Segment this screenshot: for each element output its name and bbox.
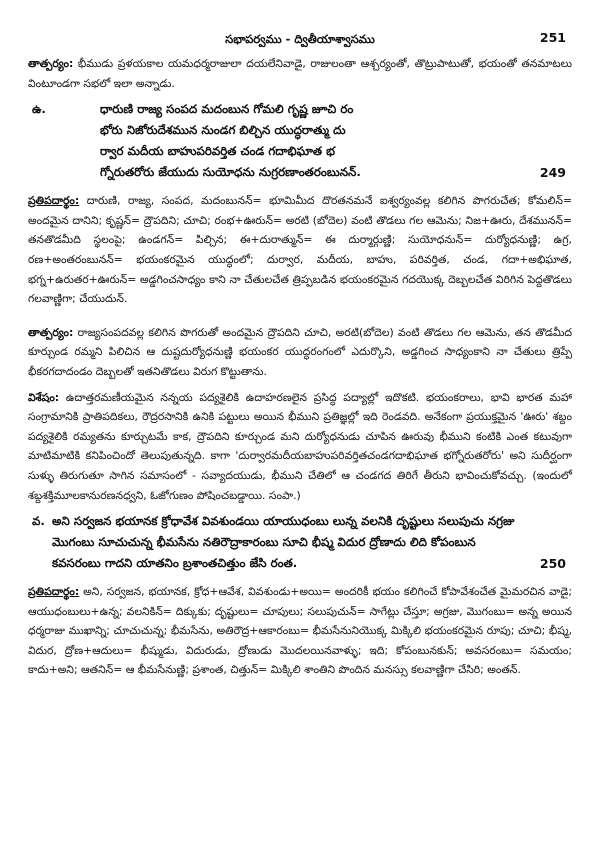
verse-250 [28, 511, 572, 574]
pratipadartham-label: ప్రతిపదార్థం: [28, 194, 80, 208]
page-number: 251 [539, 30, 566, 45]
pratipadartham-text: అని, సర్వజన, భయానక, క్రోధ+ఆవేశ, వివశుండు+అయి= అందరికీ భయం కలిగించే కోపావేశంచేత మైమరచిన వాడై; ఆయుధంబులు+ఉన్న; వలనికిన్= దిక్కుకు; దృష్టులు= చూపులు; సలుపుచున్= సాగేట్లు చేస్తూ; అగ్రజు, మొగంబు= అన్న అయిన ధర్మరాజు ముఖాన్ని; చూచుచున్న; భీమసేను, అతిరౌద్ర+ఆకారంబు= భీమసేనునియొక్క మిక్కిలి భయంకరమైన రూపు; చూచి; భీష్మ, విదుర, ద్రోణ+ఆదులు= భీష్ముడు, విదురుడు, ద్రోణుడు మొదలయినవాళ్ళు; ఇది; కోపంబునకున్; అవసరంబు= సమయం; కాదు+అని; ఆతనిన్= ఆ భీమసేనుణ్ణి; ప్రశాంత, చిత్తున్= మిక్కిలి శాంతిని పొందిన మనస్సు కలవాణ్ణిగా చేసిరి; అంతన్. [28, 585, 572, 677]
verse-lines [52, 511, 572, 574]
verse-line: ధారుణి రాజ్య సంపద మదంబున గోమలి గృష్ణ జూచి రం [100, 102, 354, 117]
visesham-paragraph [28, 388, 572, 506]
verse-line: గ్నోరుతరోరు జేయుదు సుయోధను నుగ్రరణాంతరంబునన్. [100, 165, 361, 180]
tatparyam-text: రాజ్యసంపదవల్ల కలిగిన పొగరుతో అందమైన ద్రౌపదిని చూచి, అరటి(బోదెల) వంటి తొడలు గల ఆమెను, తన తొడమీద కూర్చుండ రమ్మని పిలిచిన ఆ దుష్టదుర్యోధనుణ్ణి భయంకర యుద్ధరంగంలో ఎదుర్కొని, అడ్డగించ సాధ్యంకాని నా చేతులు త్రిప్పే భీకరగదాదండం దెబ్బలతో ఇతనితొడలు విరుగ కొట్టుతాను. [28, 325, 572, 378]
verse-line: అని సర్వజన భయానక క్రోధావేశ వివశుండయి యాయుధంబు లున్న వలనికి దృష్టులు సలుపుచు నగ్రజు [52, 514, 515, 529]
pratipadartham-paragraph-2 [28, 582, 572, 680]
verse-number: 250 [539, 556, 566, 572]
verse-line: కవసరంబు గాదని యాతనిం బ్రశాంతచిత్తుం జేసి రంత. [52, 556, 298, 571]
tatparyam-paragraph-1 [28, 54, 572, 93]
verse-lines [100, 99, 572, 183]
pratipadartham-label: ప్రతిపదార్థం: [28, 585, 80, 599]
verse-number: 249 [539, 165, 566, 181]
tatparyam-label: తాత్పర్యం: [28, 325, 74, 339]
verse-meter-label: ఉ. [32, 102, 46, 117]
verse-249 [28, 99, 572, 183]
tatparyam-label: తాత్పర్యం: [28, 57, 74, 70]
running-header-title: సభాపర్వము - ద్వితీయాశ్వాసము [225, 32, 375, 46]
tatparyam-paragraph-2 [28, 323, 572, 382]
page-header [28, 32, 572, 54]
visesham-label: విశేషం: [28, 390, 60, 404]
verse-meter-label: వ. [32, 514, 45, 529]
verse-line: మొగంబు సూచుచున్న భీమసేను నతిరౌద్రాకారంబు సూచి భీష్మ విదుర ద్రోణాదు లిది కోపంబున [52, 535, 476, 550]
verse-line: భోరు నిజోరుదేశమున నుండగ బిల్చిన యుద్ధరాత్ము దు [100, 123, 346, 138]
verse-line: ర్వార మదీయ బాహుపరివర్తిత చండ గదాభిఘాత భ [100, 144, 335, 159]
pratipadartham-paragraph-1 [28, 191, 572, 309]
tatparyam-text: భీముడు ప్రళయకాల యమధర్మరాజులా దయలేనివాడై, రాజులంతా ఆశ్చర్యంతో, తొట్రుపాటుతో, భయంతో తనమాటలు వింటూండగా సభలో ఇలా అన్నాడు. [28, 57, 572, 90]
visesham-text: ఉదాత్తరమణీయమైన నన్నయ పద్యశైలికి ఉదాహరణలైన ప్రసిద్ధ పద్యాల్లో ఇదొకటి. భయంకరాలు, భావి భారత మహా సంగ్రామానికి ప్రాతిపదికలు, రౌద్రరసానికి ఉనికి పట్టులు అయిన భీముని ప్రతిజ్ఞల్లో ఇది రెండవది. అనేకంగా ప్రయుక్తమైన 'ఊరు' శబ్దం పద్యశైలికి రమ్యతను కూర్చుటమే కాక, ద్రౌపదిని కూర్చుండ మని దుర్యోధనుడు చూపిన ఊరువు భీముని కంటికి ఎంత కటువుగా మాటిమాటికి కనిపించిందో తెలుపుతున్నది. కాగా 'దుర్వారమదీయబాహుపరివర్తితచండగదాభిఘాత భగ్నోరుతరోరు' అని సుదీర్ఘంగా సుళ్ళు తిరుగుతూ సాగిన సమాసంలో - సవ్యాదయుడు, భీముని చేతిలో ఆ చండగద తిరిగే తీరుని భావించుకోవచ్చు. (ఇందులో శబ్దశక్తిమూలకానురణనధ్వని, ఓజోగుణం పోషించబడ్డాయి. సంపా.) [28, 390, 572, 502]
pratipadartham-text: దారుణి, రాజ్య, సంపద, మదంబునన్= భూమిమీద దొరతనమనే ఐశ్వర్యంవల్ల కలిగిన పొగరుచేత; కోమలిన్= అందమైన దానిని; కృష్ణన్= ద్రౌపదిని; చూచి; రంభ+ఊరున్= అరటి (బోదెల) వంటి తొడలు గల ఆమెను; నిజ+ఊరు, దేశమునన్= తనతొడమీది స్థలంపై; ఉండగన్= పిల్చిన; ఈ+దురాత్మున్= ఈ దుర్మార్గుణ్ణి; సుయోధనున్= దుర్యోధనుణ్ణి; ఉగ్ర, రణ+అంతరంబునన్= భయంకరమైన యుద్ధంలో; దుర్వార, మదీయ, బాహు, పరివర్తిత, చండ, గదా+అభిఘాత, భగ్న+ఉరుతర+ఊరున్= అడ్డగించసాధ్యం కాని నా చేతులచేత త్రిప్పబడిన భయంకరమైన గదయొక్క దెబ్బలచేత విరిగిన పెద్దతొడలు గలవాణ్ణిగా; చేయుదున్. [28, 194, 572, 306]
